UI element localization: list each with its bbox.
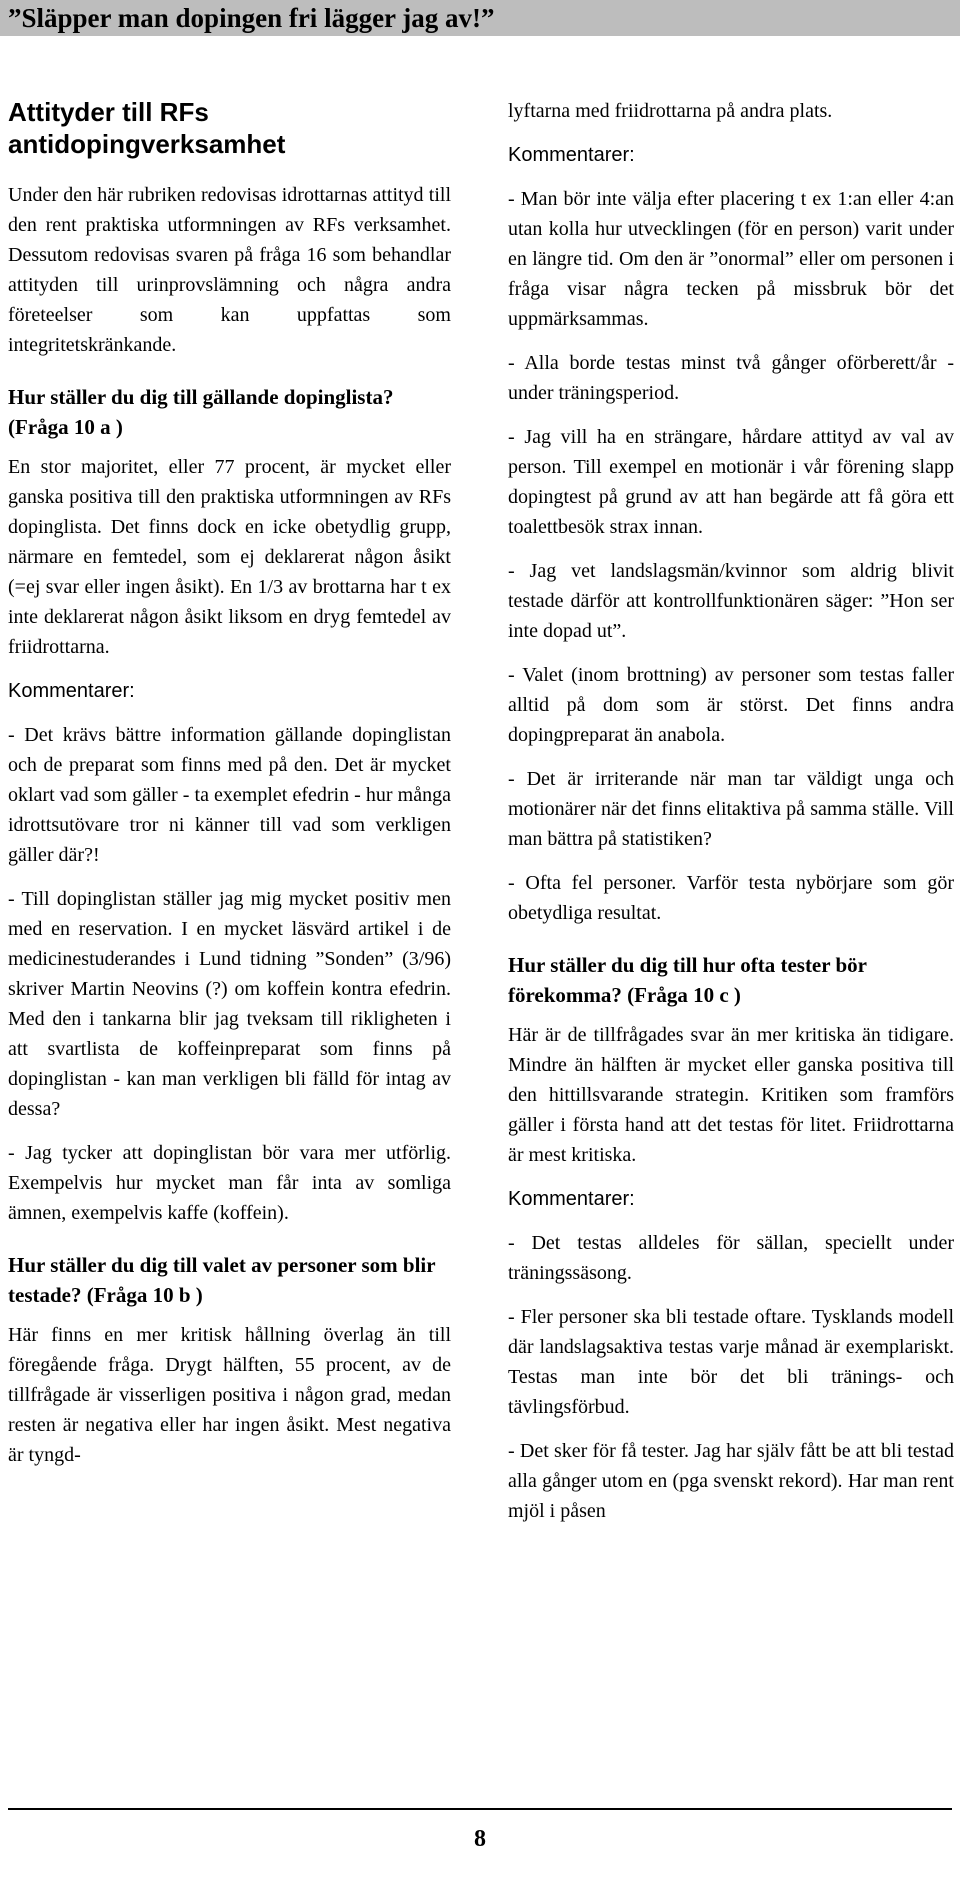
header-bar xyxy=(0,0,960,36)
comment-paragraph: - Fler personer ska bli testade oftare. Tysklands modell där landslagsaktiva testas varje månad är exemplariskt. Testas man inte bör det bli tränings- och tävlingsförbud. xyxy=(508,1306,954,1418)
comment-paragraph: - Det testas alldeles för sällan, speciellt under träningssäsong. xyxy=(508,1232,954,1284)
comment-paragraph: - Jag tycker att dopinglistan bör vara mer utförlig. Exempelvis hur mycket man får inta av somliga ämnen, exempelvis kaffe (koffein). xyxy=(8,1142,451,1224)
left-column xyxy=(8,96,451,1484)
comment-paragraph: - Det krävs bättre information gällande dopinglistan och de preparat som finns med på den. Det är mycket oklart vad som gäller - ta exemplet efedrin - hur många idrottsutövare tror ni känner till vad som verkligen gäller där?! xyxy=(8,724,451,866)
running-header-title: ”Släpper man dopingen fri lägger jag av!” xyxy=(8,3,495,33)
comment-paragraph: - Ofta fel personer. Varför testa nybörjare som gör obetydliga resultat. xyxy=(508,872,954,924)
comment-paragraph: - Till dopinglistan ställer jag mig mycket positiv men med en reservation. I en mycket läsvärd artikel i de medicinestuderandes i Lund tidning ”Sonden” (3/96) skriver Martin Neovins (?) om koffein kontra efedrin. Med den i tankarna blir jag tveksam till rikligheten i att svartlista de koffeinpreparat som finns på dopinglistan - kan man verkligen bli fälld för intag av dessa? xyxy=(8,888,451,1120)
comment-paragraph: - Man bör inte välja efter placering t ex 1:an eller 4:an utan kolla hur utvecklingen (för en person) varit under en längre tid. Om den är ”onormal” eller om personen i fråga visar några tecken på missbruk bör det uppmärksammas. xyxy=(508,188,954,330)
page-number: 8 xyxy=(474,1826,486,1852)
comment-paragraph: - Valet (inom brottning) av personer som testas faller alltid på dom som är störst. Det finns andra dopingpreparat än anabola. xyxy=(508,664,954,746)
question-10c-text: Här är de tillfrågades svar än mer kritiska än tidigare. Mindre än hälften är mycket eller ganska positiva till den hittillsvarande strategin. Kritiken som framförs gäller i första hand att det testas för litet. Friidrottarna är mest kritiska. xyxy=(508,1024,954,1166)
question-10b-text: Här finns en mer kritisk hållning överlag än till föregående fråga. Drygt hälften, 55 procent, av de tillfrågade är visserligen positiva i någon grad, medan resten är negativa eller har ingen åsikt. Mest negativa är tyngd- xyxy=(8,1324,451,1466)
footer-rule xyxy=(8,1808,952,1810)
comments-label: Kommentarer: xyxy=(508,144,635,166)
question-10a-heading: Hur ställer du dig till gällande dopinglista? (Fråga 10 a ) xyxy=(8,385,394,439)
comment-paragraph: - Alla borde testas minst två gånger oförberett/år - under träningsperiod. xyxy=(508,352,954,404)
right-column xyxy=(508,96,954,1540)
comment-paragraph: - Jag vill ha en strängare, hårdare attityd av val av person. Till exempel en motionär i vår förening slapp dopingtest på grund av att han begärde att få göra ett toalettbesök strax innan. xyxy=(508,426,954,538)
comment-paragraph: - Jag vet landslagsmän/kvinnor som aldrig blivit testade därför att kontrollfunktionären säger: ”Hon ser inte dopad ut”. xyxy=(508,560,954,642)
comments-label: Kommentarer: xyxy=(8,680,135,702)
comment-paragraph: - Det är irriterande när man tar väldigt unga och motionärer när det finns elitaktiva på samma ställe. Vill man bättra på statistiken? xyxy=(508,768,954,850)
comments-label: Kommentarer: xyxy=(508,1188,635,1210)
continuation-paragraph: lyftarna med friidrottarna på andra plats. xyxy=(508,100,833,122)
question-10a-text: En stor majoritet, eller 77 procent, är mycket eller ganska positiva till den praktiska utformningen av RFs dopinglista. Det finns dock en icke obetydlig grupp, närmare en femtedel, som ej deklarerat någon åsikt (=ej svar eller ingen åsikt). En 1/3 av brottarna har t ex inte deklarerat någon åsikt liksom en dryg femtedel av friidrottarna. xyxy=(8,456,451,658)
question-10c-heading: Hur ställer du dig till hur ofta tester bör förekomma? (Fråga 10 c ) xyxy=(508,953,867,1007)
section-heading: Attityder till RFs antidopingverksamhet xyxy=(8,97,286,159)
comment-paragraph: - Det sker för få tester. Jag har själv fått be att bli testad alla gånger utom en (pga svenskt rekord). Har man rent mjöl i påsen xyxy=(508,1440,954,1522)
question-10b-heading: Hur ställer du dig till valet av personer som blir testade? (Fråga 10 b ) xyxy=(8,1253,436,1307)
intro-paragraph: Under den här rubriken redovisas idrottarnas attityd till den rent praktiska utformningen av RFs verksamhet. Dessutom redovisas svaren på fråga 16 som behandlar attityden till urinprovslämning och några andra företeelser som kan uppfattas som integritetskränkande. xyxy=(8,184,451,356)
